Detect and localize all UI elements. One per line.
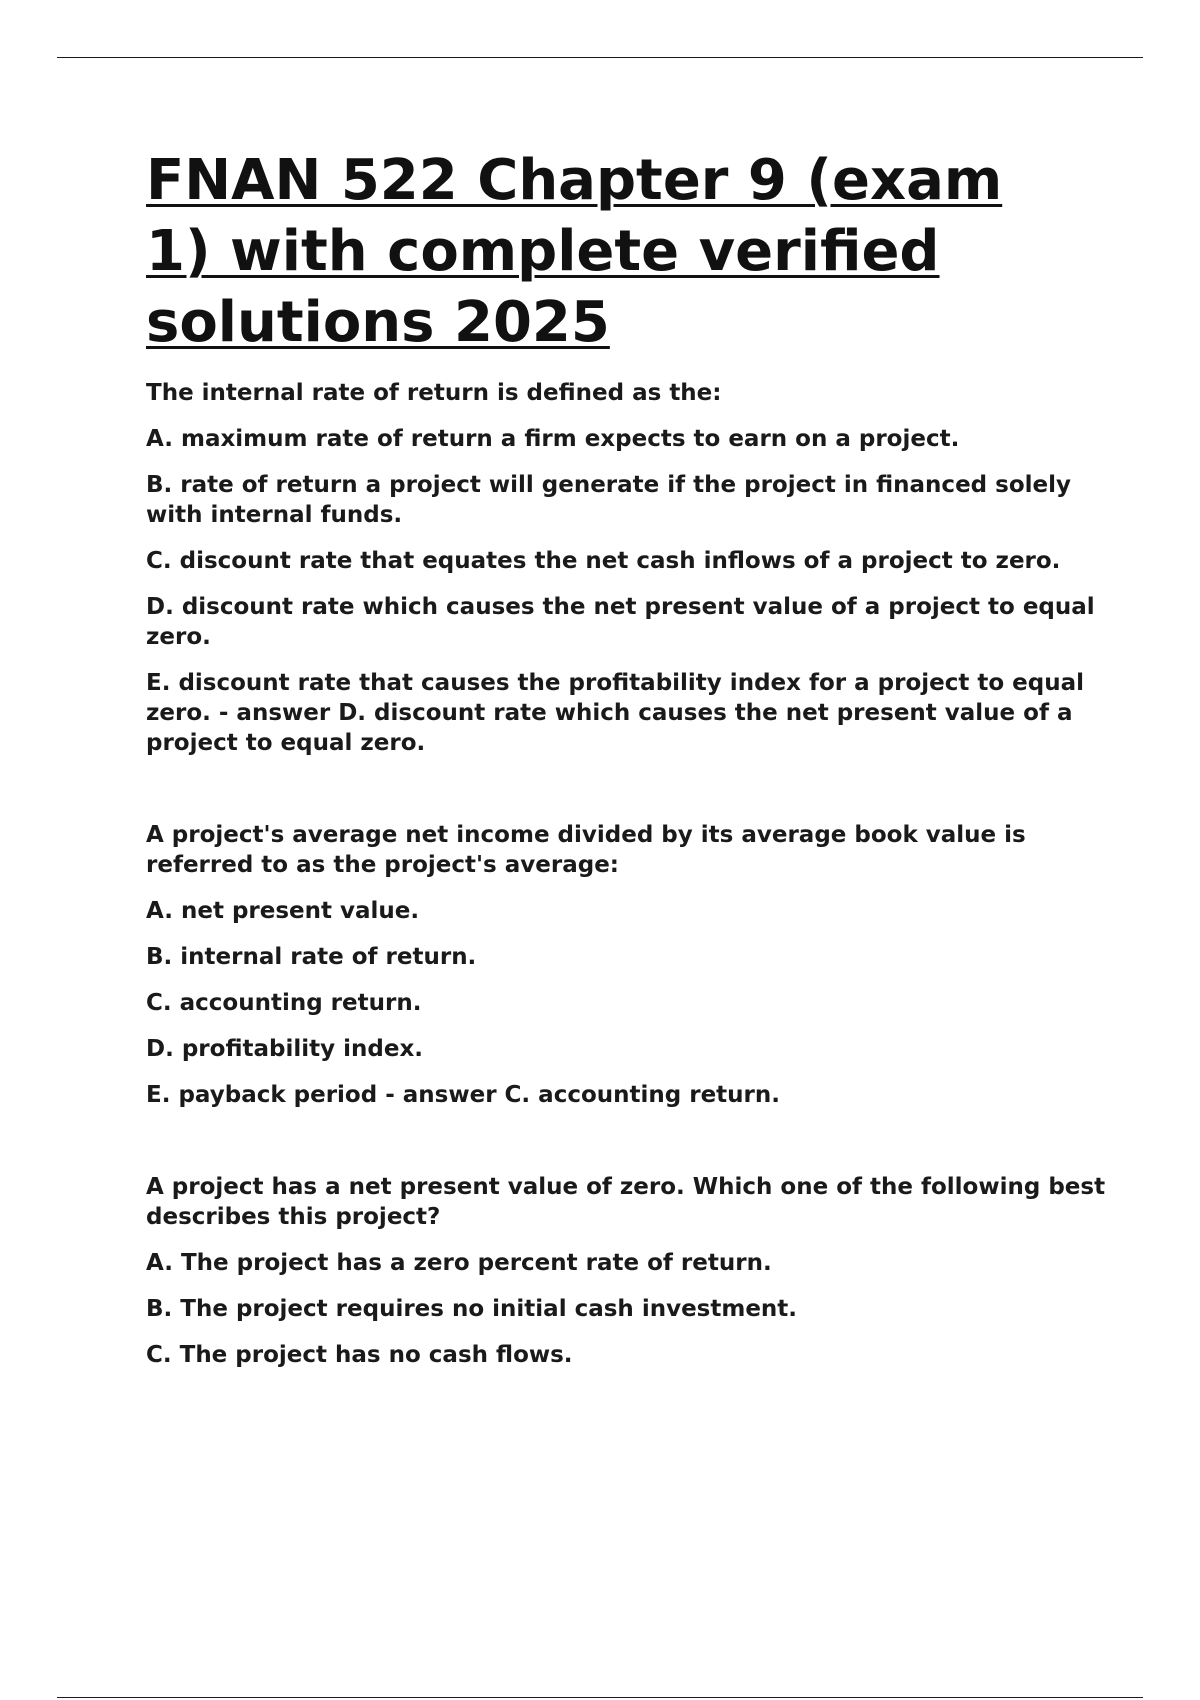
page-bottom-rule	[57, 1697, 1143, 1698]
question-text: A project's average net income divided by its average book value is referred to as the project's average:	[146, 822, 1026, 878]
answer-option: E. payback period - answer C. accounting return.	[146, 1082, 780, 1108]
question-text: The internal rate of return is defined as the:	[146, 380, 722, 406]
answer-option: A. The project has a zero percent rate of return.	[146, 1250, 772, 1276]
answer-option: D. profitability index.	[146, 1036, 424, 1062]
page-top-rule	[57, 57, 1143, 58]
answer-option: B. The project requires no initial cash investment.	[146, 1296, 798, 1322]
question-block	[146, 378, 1106, 758]
question-block	[146, 1172, 1106, 1370]
answer-option: A. maximum rate of return a firm expects to earn on a project.	[146, 426, 960, 452]
document-body	[146, 145, 1106, 1370]
answer-option: B. rate of return a project will generate if the project in financed solely with internal funds.	[146, 472, 1071, 528]
answer-option: A. net present value.	[146, 898, 420, 924]
answer-option: B. internal rate of return.	[146, 944, 477, 970]
answer-option: C. accounting return.	[146, 990, 422, 1016]
answer-option: D. discount rate which causes the net present value of a project to equal zero.	[146, 594, 1095, 650]
question-text: A project has a net present value of zero. Which one of the following best describes this project?	[146, 1174, 1106, 1230]
answer-option: C. The project has no cash flows.	[146, 1342, 573, 1368]
answer-option: E. discount rate that causes the profitability index for a project to equal zero. - answer D. discount rate which causes the net present value of a project to equal zero.	[146, 670, 1085, 756]
answer-option: C. discount rate that equates the net cash inflows of a project to zero.	[146, 548, 1061, 574]
question-block	[146, 820, 1106, 1110]
document-title: FNAN 522 Chapter 9 (exam 1) with complete verified solutions 2025	[146, 148, 1003, 355]
